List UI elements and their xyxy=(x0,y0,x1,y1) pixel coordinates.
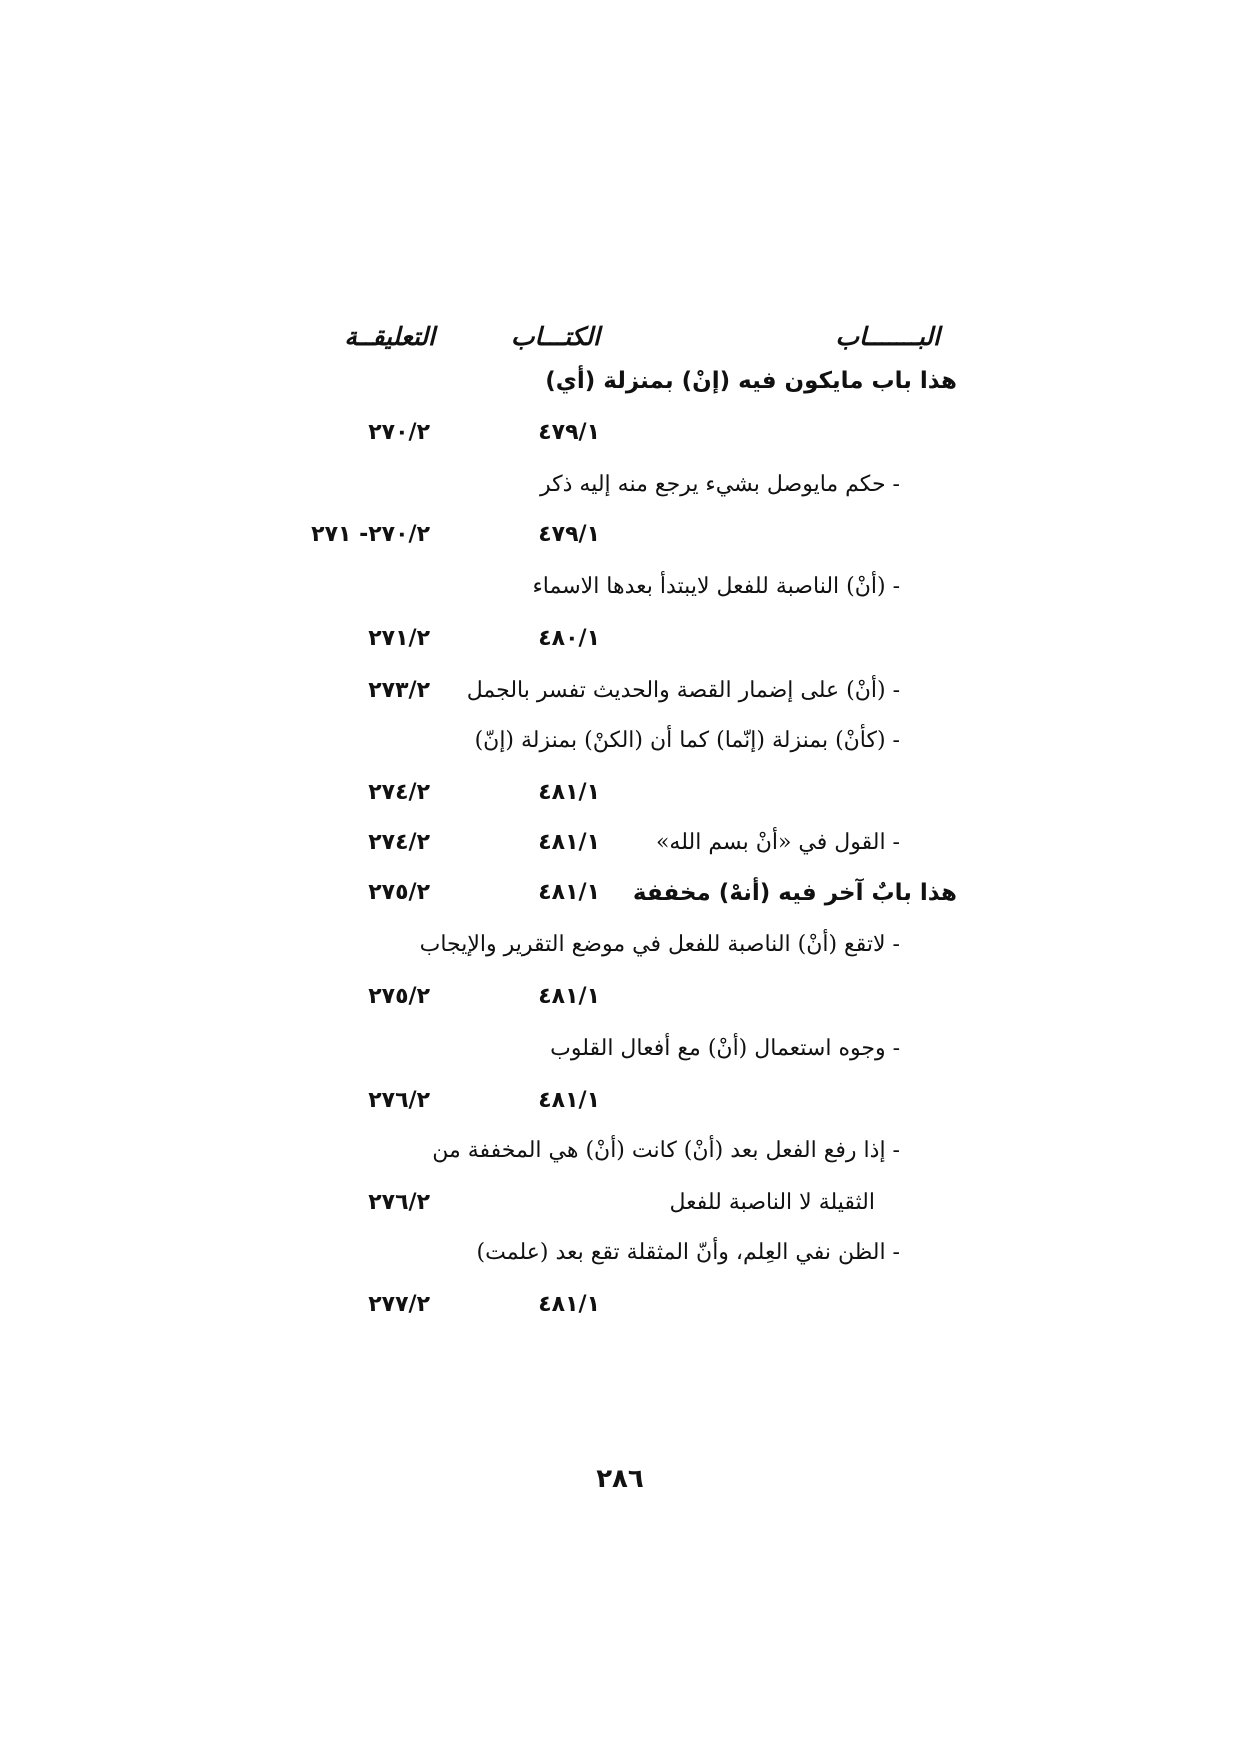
taliqa-ref: ٢٧٤/٢ xyxy=(368,830,430,855)
kitab-ref: ٤٨٠/١ xyxy=(538,626,600,651)
header-kitab: الكتـــاب xyxy=(510,322,600,351)
header-taliqa: التعليقــة xyxy=(344,322,435,351)
entry-text: - لاتقع (أنْ) الناصبة للفعل في موضع التقرير والإيجاب xyxy=(419,932,900,957)
page-number: ٢٨٦ xyxy=(596,1464,644,1494)
kitab-ref: ٤٨١/١ xyxy=(538,984,600,1009)
chapter-heading: هذا باب مايكون فيه (إنْ) بمنزلة (أي) xyxy=(545,368,957,394)
entry-text: - القول في «أنْ بسم الله» xyxy=(655,830,900,855)
kitab-ref: ٤٨١/١ xyxy=(538,830,600,855)
kitab-ref: ٤٨١/١ xyxy=(538,1292,600,1317)
taliqa-ref: ٢٧٧/٢ xyxy=(368,1292,430,1317)
taliqa-ref: ٢٧٣/٢ xyxy=(368,678,430,703)
entry-text: - إذا رفع الفعل بعد (أنْ) كانت (أنْ) هي المخففة من xyxy=(432,1138,900,1163)
entry-text: - (أنْ) الناصبة للفعل لايبتدأ بعدها الاسماء xyxy=(532,574,900,599)
taliqa-ref: ٢٧٥/٢ xyxy=(368,880,430,905)
kitab-ref: ٤٨١/١ xyxy=(538,880,600,905)
entry-text: - (كأنْ) بمنزلة (إنّما) كما أن (الكنْ) بمنزلة (إنّ) xyxy=(474,728,900,753)
taliqa-ref: ٢٧٠/٢- ٢٧١ xyxy=(311,522,430,547)
entry-text: - (أنْ) على إضمار القصة والحديث تفسر بالجمل xyxy=(466,678,900,703)
entry-text: - الظن نفي العِلم، وأنّ المثقلة تقع بعد (علمت) xyxy=(476,1240,900,1265)
header-bab: البـــــــاب xyxy=(835,322,940,351)
taliqa-ref: ٢٧٦/٢ xyxy=(368,1190,430,1215)
kitab-ref: ٤٧٩/١ xyxy=(538,522,600,547)
entry-text: - وجوه استعمال (أنْ) مع أفعال القلوب xyxy=(550,1036,900,1061)
entry-text-continuation: الثقيلة لا الناصبة للفعل xyxy=(669,1190,875,1215)
kitab-ref: ٤٨١/١ xyxy=(538,780,600,805)
kitab-ref: ٤٧٩/١ xyxy=(538,420,600,445)
taliqa-ref: ٢٧١/٢ xyxy=(368,626,430,651)
kitab-ref: ٤٨١/١ xyxy=(538,1088,600,1113)
entry-text: - حكم مايوصل بشيء يرجع منه إليه ذكر xyxy=(540,472,900,497)
taliqa-ref: ٢٧٠/٢ xyxy=(368,420,430,445)
taliqa-ref: ٢٧٦/٢ xyxy=(368,1088,430,1113)
taliqa-ref: ٢٧٤/٢ xyxy=(368,780,430,805)
chapter-heading: هذا بابٌ آخر فيه (أنهْ) مخففة xyxy=(632,880,957,906)
taliqa-ref: ٢٧٥/٢ xyxy=(368,984,430,1009)
